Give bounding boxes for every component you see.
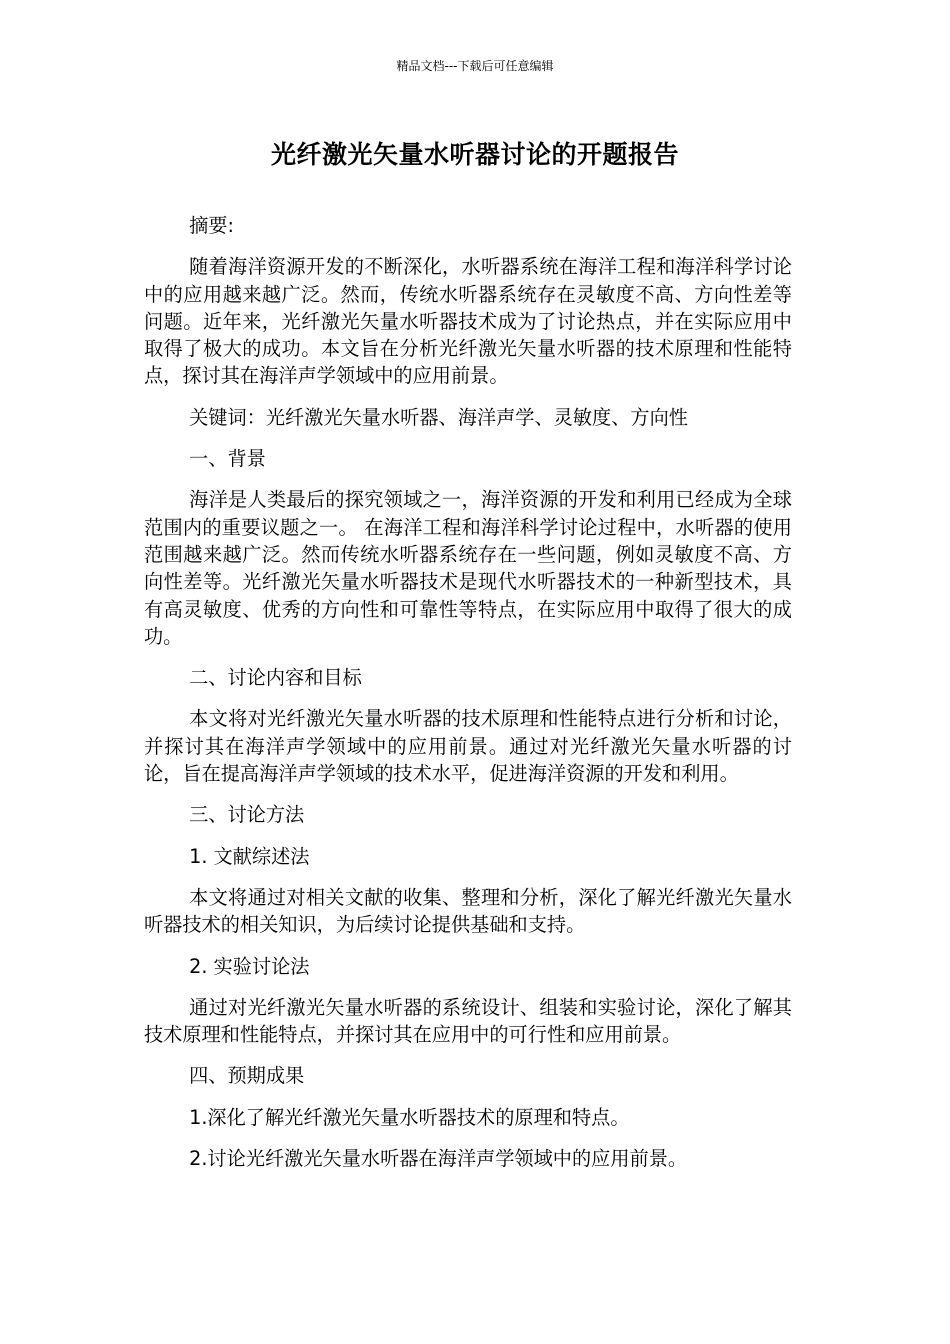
- document-title: 光纤激光矢量水听器讨论的开题报告: [270, 140, 679, 169]
- subheading-literature-review: 1. 文献综述法: [189, 844, 310, 868]
- abstract-paragraph: 随着海洋资源开发的不断深化，水听器系统在海洋工程和海洋科学讨论中的应用越来越广泛。然而，传统水听器系统存在灵敏度不高、方向性差等问题。近年来，光纤激光矢量水听器技术成为了讨论热点，并在实际应用中取得了极大的成功。本文旨在分析光纤激光矢量水听器的技术原理和性能特点，探讨其在海洋声学领域中的应用前景。: [144, 255, 792, 388]
- expected-result-item: 2.讨论光纤激光矢量水听器在海洋声学领域中的应用前景。: [189, 1147, 688, 1171]
- section-heading-methods: 三、讨论方法: [189, 803, 305, 827]
- section-heading-expected-results: 四、预期成果: [189, 1064, 305, 1088]
- content-goals-paragraph: 本文将对光纤激光矢量水听器的技术原理和性能特点进行分析和讨论，并探讨其在海洋声学领域中的应用前景。通过对光纤激光矢量水听器的讨论，旨在提高海洋声学领域的技术水平，促进海洋资源的开发和利用。: [144, 707, 792, 786]
- section-heading-content-goals: 二、讨论内容和目标: [189, 666, 362, 690]
- experiment-paragraph: 通过对光纤激光矢量水听器的系统设计、组装和实验讨论，深化了解其技术原理和性能特点，并探讨其在应用中的可行性和应用前景。: [144, 995, 792, 1047]
- document-body: [144, 212, 792, 1186]
- page-header: 精品文档---下载后可任意编辑: [396, 59, 554, 73]
- subheading-experiment: 2. 实验讨论法: [189, 954, 310, 978]
- background-paragraph: 海洋是人类最后的探究领域之一，海洋资源的开发和利用已经成为全球范围内的重要议题之一。 在海洋工程和海洋科学讨论过程中，水听器的使用范围越来越广泛。然而传统水听器系统存在一些问题，例如灵敏度不高、方向性差等。光纤激光矢量水听器技术是现代水听器技术的一种新型技术，具有高灵敏度、优秀的方向性和可靠性等特点，在实际应用中取得了很大的成功。: [144, 488, 792, 648]
- literature-review-paragraph: 本文将通过对相关文献的收集、整理和分析，深化了解光纤激光矢量水听器技术的相关知识，为后续讨论提供基础和支持。: [144, 885, 792, 937]
- keywords-line: 关键词：光纤激光矢量水听器、海洋声学、灵敏度、方向性: [189, 405, 688, 429]
- abstract-label: 摘要:: [189, 214, 234, 237]
- section-heading-background: 一、背景: [189, 447, 266, 471]
- expected-result-item: 1.深化了解光纤激光矢量水听器技术的原理和特点。: [189, 1105, 630, 1129]
